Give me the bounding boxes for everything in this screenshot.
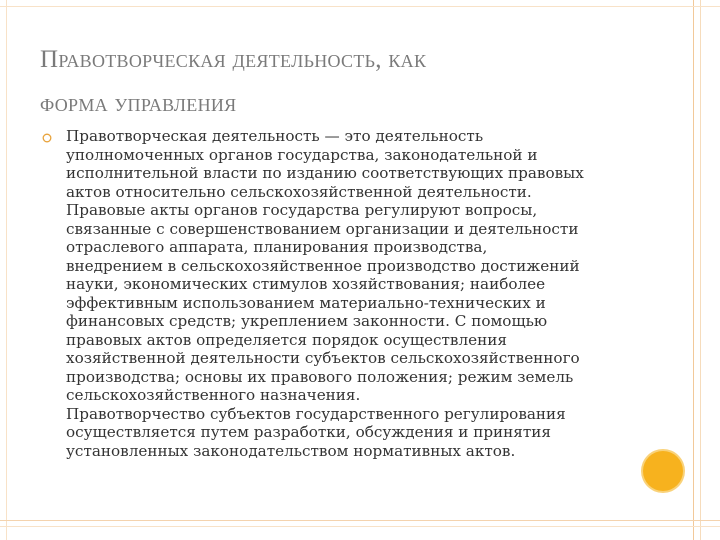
frame-line-bottom-outer xyxy=(0,526,720,527)
body-line: связанные с совершенствованием организации и деятельности xyxy=(66,219,579,238)
slide-title-line-2: форма управления xyxy=(40,90,237,117)
frame-line-right xyxy=(693,0,694,540)
body-line: сельскохозяйственного назначения. xyxy=(66,386,361,404)
slide-title-line-1: Правотворческая деятельность, как xyxy=(40,46,427,73)
body-line: установленных законодательством нормативных актов. xyxy=(66,441,516,460)
body-line: внедрением в сельскохозяйственное производство достижений xyxy=(66,256,580,275)
body-line: Правовые акты органов государства регулируют вопросы, xyxy=(66,201,538,219)
body-line: Правотворческая деятельность — это деятельность xyxy=(66,127,484,145)
frame-line-right-outer xyxy=(700,0,701,540)
body-line: финансовых средств; укреплением законности. С помощью xyxy=(66,312,548,330)
body-line: осуществляется путем разработки, обсуждения и принятия xyxy=(66,423,551,441)
body-line: исполнительной власти по изданию соответствующих правовых xyxy=(66,164,584,182)
frame-line-left xyxy=(6,0,7,540)
body-paragraph xyxy=(66,127,686,460)
slide-title xyxy=(40,38,660,126)
body-line: хозяйственной деятельности субъектов сельскохозяйственного xyxy=(66,349,580,367)
body-line: правовых актов определяется порядок осуществления xyxy=(66,330,507,349)
orange-circle-icon xyxy=(640,448,686,494)
body-line: науки, экономических стимулов хозяйствования; наиболее xyxy=(66,275,546,293)
hollow-circle-bullet-icon xyxy=(42,133,52,143)
frame-line-top xyxy=(0,6,720,7)
body-line: актов относительно сельскохозяйственной деятельности. xyxy=(66,182,532,201)
body-line: эффективным использованием материально-технических и xyxy=(66,293,546,312)
body-line: Правотворчество субъектов государственного регулирования xyxy=(66,404,566,423)
frame-line-bottom xyxy=(0,520,720,521)
body-line: уполномоченных органов государства, законодательной и xyxy=(66,145,538,164)
body-line: отраслевого аппарата, планирования производства, xyxy=(66,238,488,256)
body-line: производства; основы их правового положения; режим земель xyxy=(66,367,574,386)
